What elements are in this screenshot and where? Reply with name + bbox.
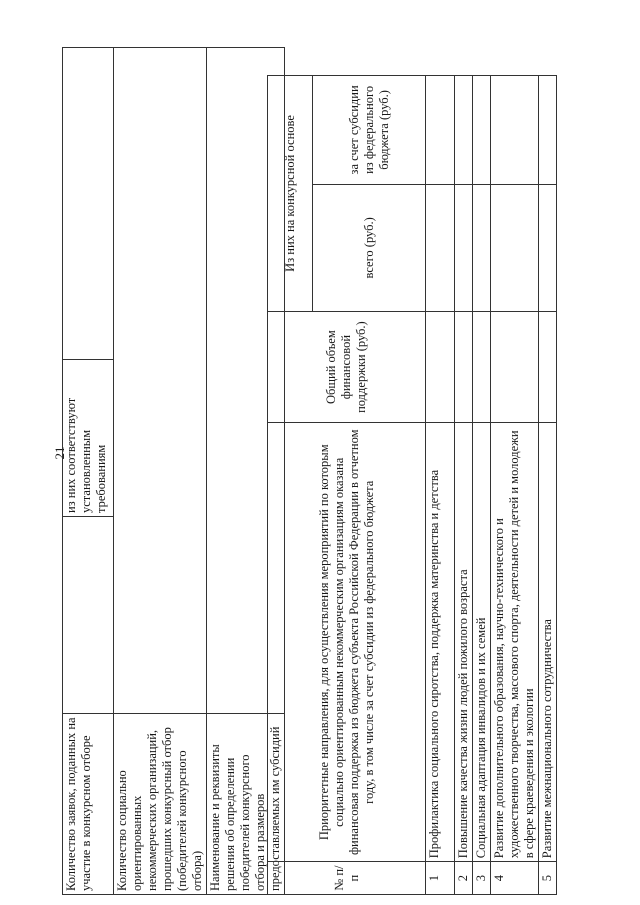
row-direction: Развитие межнационального сотрудничества [539,423,557,862]
column-header-federal: за счет субсидии из федерального бюджета (руб.) [313,76,426,185]
table-row [426,76,455,895]
table-header-row [268,76,313,895]
table-cell [455,184,473,311]
decision-details-label: Наименование и реквизиты решения об определении победителей конкурсного отбора и размеров предоставляемых им субсидий [207,714,285,895]
table-cell [473,311,491,422]
applications-count-label: Количество заявок, поданных на участие в конкурсном отборе [63,714,114,895]
compliant-applications-label: из них соответствуют установленным требованиям [63,360,114,517]
column-header-number: № п/п [268,862,426,895]
table-row [539,76,557,895]
row-number: 4 [491,862,539,895]
table-row [63,48,114,895]
row-number: 5 [539,862,557,895]
table-cell [455,311,473,422]
table-cell [426,311,455,422]
table-cell [114,48,207,714]
organizations-summary-table [62,47,285,895]
table-cell [426,76,455,185]
table-cell [426,184,455,311]
winners-count-label: Количество социально ориентированных некоммерческих организаций, прошедших конкурсный отбор (победителей конкурсного отбора) [114,714,207,895]
table-cell [473,184,491,311]
column-header-competitive: Из них на конкурсной основе [268,76,313,312]
table-row [114,48,207,895]
row-number: 2 [455,862,473,895]
table-cell [491,184,539,311]
row-number: 1 [426,862,455,895]
table-cell [491,311,539,422]
priority-directions-table [267,75,557,895]
column-header-all: всего (руб.) [313,184,426,311]
table-cell [63,48,114,360]
row-direction: Профилактика социального сиротства, поддержка материнства и детства [426,423,455,862]
table-cell [491,76,539,185]
column-header-direction: Приоритетные направления, для осуществления мероприятий по которым социально ориентированным некоммерческим организациям оказана финансовая поддержка из бюджета субъекта Российской Федерации в отчетном году, в том числе за счет субсидии из федерального бюджета [268,423,426,862]
table-cell [473,76,491,185]
table-row [491,76,539,895]
row-direction: Социальная адаптация инвалидов и их семей [473,423,491,862]
table-cell [539,184,557,311]
page-number: 21 [52,446,67,460]
row-direction: Развитие дополнительного образования, научно-технического и художественного творчества, массового спорта, деятельности детей и молодежи в сфере краеведения и экологии [491,423,539,862]
table-cell [63,517,114,714]
row-direction: Повышение качества жизни людей пожилого возраста [455,423,473,862]
row-number: 3 [473,862,491,895]
table-cell [539,76,557,185]
table-row [473,76,491,895]
table-row [455,76,473,895]
table-cell [539,311,557,422]
column-header-total: Общий объем финансовой поддержки (руб.) [268,311,426,422]
table-cell [455,76,473,185]
